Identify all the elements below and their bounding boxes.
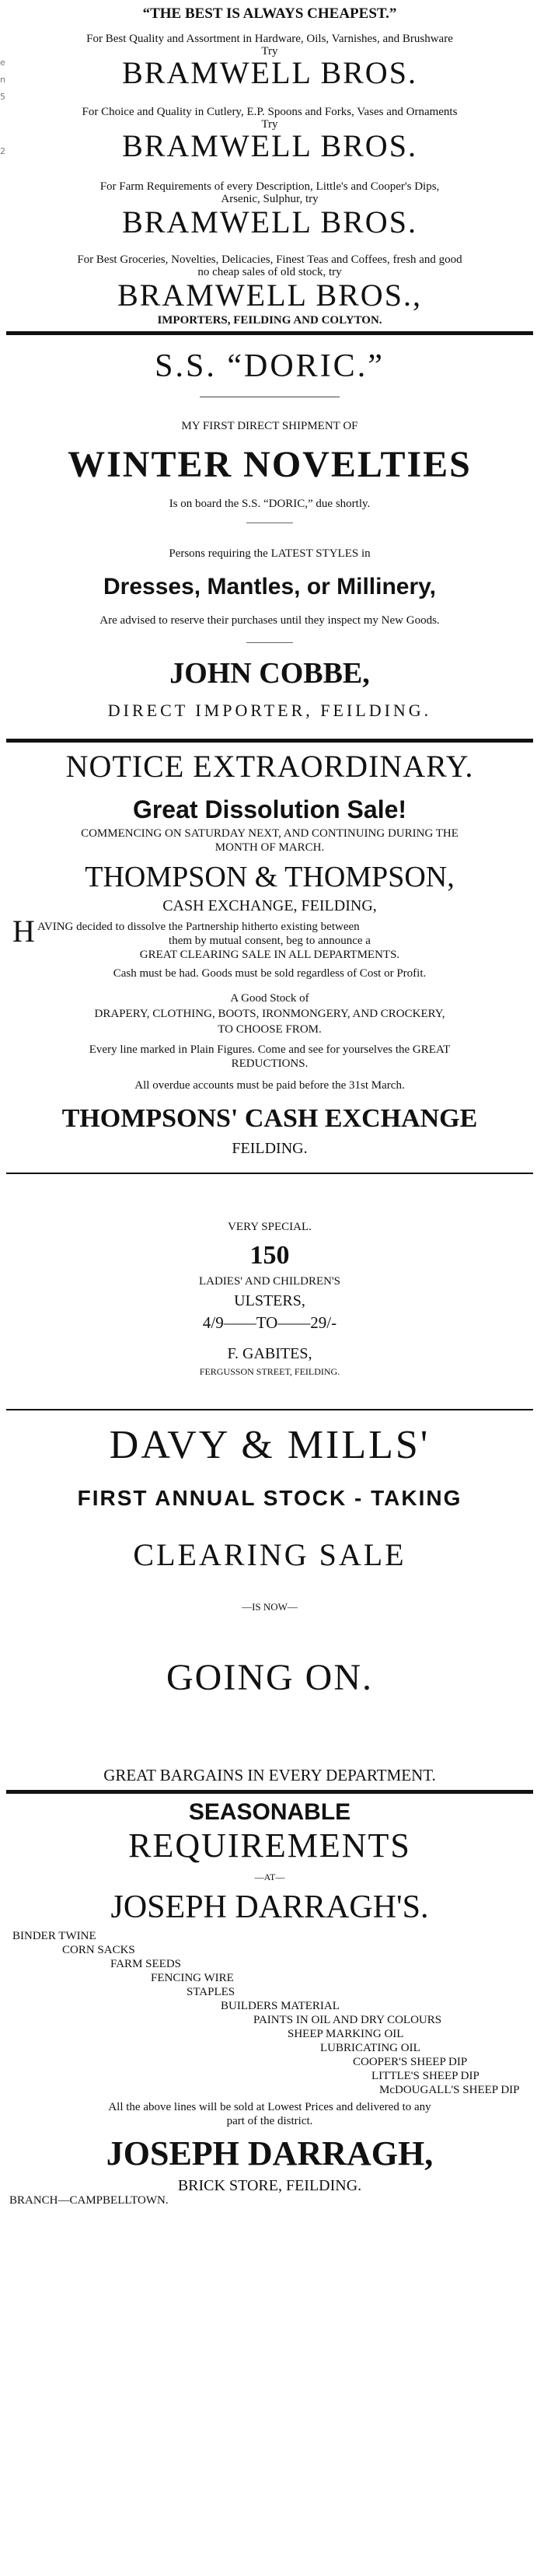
bramwell-slogan: “THE BEST IS ALWAYS CHEAPEST.” (142, 5, 397, 22)
divider (6, 1790, 533, 1794)
thompson-having: them by mutual consent, beg to announce a (169, 935, 371, 947)
bramwell-try: Try (261, 45, 278, 58)
doric-line3: Persons requiring the LATEST STYLES in (169, 547, 371, 560)
davy-clearing: CLEARING SALE (133, 1537, 406, 1572)
bramwell-line: Arsenic, Sulphur, try (221, 193, 319, 205)
thompson-overdue: All overdue accounts must be paid before the 31st March. (134, 1079, 405, 1092)
margin-mark: 5 (0, 92, 5, 102)
thompson-commencing: MONTH OF MARCH. (214, 841, 325, 854)
divider (6, 1173, 533, 1174)
cobbe-name: JOHN COBBE, (169, 657, 370, 690)
bramwell-footer: IMPORTERS, FEILDING AND COLYTON. (157, 314, 382, 327)
doric-headline: WINTER NOVELTIES (68, 444, 472, 485)
thompson-dropcap: H (12, 914, 35, 949)
darragh-item: McDOUGALL'S SHEEP DIP (379, 2084, 520, 2096)
darragh-seasonable: SEASONABLE (188, 1799, 351, 1825)
darragh-name2: JOSEPH DARRAGH, (106, 2134, 434, 2172)
doric-line1: MY FIRST DIRECT SHIPMENT OF (181, 420, 358, 432)
darragh-item: LUBRICATING OIL (320, 2042, 420, 2054)
davy-first: FIRST ANNUAL STOCK - TAKING (77, 1486, 462, 1510)
thompson-cash: CASH EXCHANGE, FEILDING, (162, 897, 377, 914)
bramwell-try: Try (261, 118, 278, 131)
thompson-stock: DRAPERY, CLOTHING, BOOTS, IRONMONGERY, AND CROCKERY, (94, 1008, 445, 1020)
thompson-town: FEILDING. (232, 1140, 308, 1157)
darragh-requirements: REQUIREMENTS (128, 1826, 411, 1865)
thompson-commencing: COMMENCING ON SATURDAY NEXT, AND CONTINUING DURING THE (81, 827, 459, 840)
darragh-item: COOPER'S SHEEP DIP (353, 2056, 468, 2068)
doric-ship: S.S. “DORIC.” (155, 348, 385, 384)
davy-name: DAVY & MILLS' (109, 1423, 431, 1467)
bramwell-line: For Choice and Quality in Cutlery, E.P. Spoons and Forks, Vases and Ornaments (82, 106, 458, 118)
darragh-lowest: All the above lines will be sold at Lowest Prices and delivered to any (108, 2101, 431, 2113)
doric-goods: Dresses, Mantles, or Millinery, (103, 574, 436, 599)
thompson-cashline: Cash must be had. Goods must be sold regardless of Cost or Profit. (113, 967, 427, 980)
darragh-item: PAINTS IN OIL AND DRY COLOURS (253, 2014, 442, 2026)
cobbe-title: DIRECT IMPORTER, FEILDING. (107, 701, 432, 720)
bramwell-line: For Best Quality and Assortment in Hardware, Oils, Varnishes, and Brushware (86, 33, 453, 45)
thompson-marked: REDUCTIONS. (231, 1057, 309, 1070)
thompson-stock: TO CHOOSE FROM. (218, 1023, 322, 1036)
darragh-at: —AT— (254, 1872, 285, 1882)
bramwell-name: BRAMWELL BROS. (122, 204, 417, 239)
bramwell-name: BRAMWELL BROS. (122, 128, 417, 163)
darragh-lowest: part of the district. (226, 2115, 313, 2127)
gabites-count: 150 (249, 1241, 290, 1270)
thompson-marked: Every line marked in Plain Figures. Come and see for yourselves the GREAT (89, 1043, 451, 1056)
davy-going: GOING ON. (166, 1657, 373, 1698)
divider (6, 1409, 533, 1410)
bramwell-line: For Farm Requirements of every Description, Little's and Cooper's Dips, (99, 180, 440, 193)
margin-mark: 2 (0, 146, 5, 156)
gabites-address: FERGUSSON STREET, FEILDING. (199, 1366, 340, 1377)
darragh-item: BUILDERS MATERIAL (221, 2000, 340, 2012)
darragh-name: JOSEPH DARRAGH'S. (110, 1889, 429, 1925)
newspaper-column (6, 0, 533, 2576)
doric-line4: Are advised to reserve their purchases until they inspect my New Goods. (99, 614, 440, 627)
darragh-item: FARM SEEDS (110, 1958, 181, 1970)
gabites-line: ULSTERS, (234, 1292, 305, 1309)
gabites-line: LADIES' AND CHILDREN'S (198, 1275, 341, 1288)
bramwell-line: For Best Groceries, Novelties, Delicacies, Finest Teas and Coffees, fresh and good (77, 253, 462, 266)
divider (6, 739, 533, 743)
gabites-special: VERY SPECIAL. (228, 1221, 312, 1233)
thompson-having: AVING decided to dissolve the Partnership hitherto existing between (37, 921, 360, 933)
thompson-firm: THOMPSON & THOMPSON, (85, 861, 455, 893)
darragh-item: CORN SACKS (62, 1944, 135, 1956)
thompson-stock: A Good Stock of (230, 992, 309, 1005)
darragh-item: SHEEP MARKING OIL (288, 2028, 404, 2040)
thompson-headline: NOTICE EXTRAORDINARY. (65, 749, 474, 784)
darragh-item: STAPLES (187, 1986, 235, 1998)
bramwell-name: BRAMWELL BROS., (117, 278, 422, 313)
divider (6, 331, 533, 335)
darragh-item: LITTLE'S SHEEP DIP (371, 2070, 479, 2082)
davy-bargains: GREAT BARGAINS IN EVERY DEPARTMENT. (103, 1766, 436, 1784)
divider (246, 642, 293, 643)
margin-mark: e (0, 58, 5, 68)
darragh-store: BRICK STORE, FEILDING. (177, 2177, 362, 2194)
darragh-item: FENCING WIRE (151, 1972, 234, 1984)
darragh-branch: BRANCH—CAMPBELLTOWN. (9, 2194, 169, 2207)
thompson-sign: THOMPSONS' CASH EXCHANGE (61, 1104, 478, 1133)
davy-isnow: —IS NOW— (242, 1601, 298, 1613)
gabites-name: F. GABITES, (227, 1345, 312, 1362)
bramwell-name: BRAMWELL BROS. (122, 55, 417, 90)
darragh-item: BINDER TWINE (12, 1930, 96, 1942)
doric-line2: Is on board the S.S. “DORIC,” due shortly. (169, 498, 371, 510)
margin-mark: n (0, 75, 5, 85)
thompson-having: GREAT CLEARING SALE IN ALL DEPARTMENTS. (139, 949, 400, 961)
bramwell-line: no cheap sales of old stock, try (197, 266, 342, 278)
gabites-price: 4/9——TO——29/- (202, 1313, 337, 1332)
thompson-sale: Great Dissolution Sale! (132, 795, 407, 823)
